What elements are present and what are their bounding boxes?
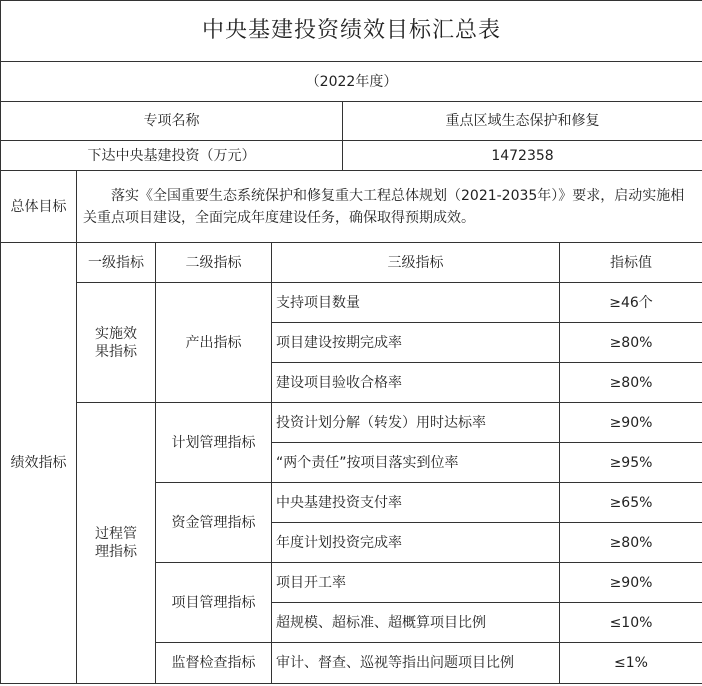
indicator-value: ≤10% [560,603,702,643]
overall-goal-row [1,171,702,243]
level2-funds: 资金管理指标 [156,483,272,563]
table-title: 中央基建投资绩效目标汇总表 [1,1,702,62]
year-label: （2022年度） [1,62,702,102]
level3-indicator: “两个责任”按项目落实到位率 [272,443,560,483]
performance-label: 绩效指标 [1,243,77,684]
indicator-value: ≥90% [560,563,702,603]
level2-output: 产出指标 [156,283,272,403]
indicator-value: ≤1% [560,643,702,684]
title-row [1,1,702,62]
level3-indicator: 项目建设按期完成率 [272,323,560,363]
level2-plan: 计划管理指标 [156,403,272,483]
indicator-value: ≥80% [560,523,702,563]
level3-indicator: 项目开工率 [272,563,560,603]
level3-indicator: 超规模、超标准、超概算项目比例 [272,603,560,643]
level3-indicator: 中央基建投资支付率 [272,483,560,523]
header-level3: 三级指标 [272,243,560,283]
project-name-row [1,102,702,141]
table-row [1,283,702,323]
header-level1: 一级指标 [77,243,156,283]
level1-effect-label: 实施效果指标 [95,325,137,360]
investment-row [1,141,702,171]
indicator-value: ≥80% [560,323,702,363]
investment-value: 1472358 [343,141,702,171]
level1-effect [77,283,156,403]
level1-process-label: 过程管理指标 [95,526,137,560]
indicator-value: ≥90% [560,403,702,443]
level1-process [77,403,156,684]
level3-indicator: 年度计划投资完成率 [272,523,560,563]
overall-goal-label: 总体目标 [1,171,77,243]
level3-indicator: 支持项目数量 [272,283,560,323]
table-row [1,403,702,443]
investment-label: 下达中央基建投资（万元） [1,141,343,171]
year-row [1,62,702,102]
level3-indicator: 建设项目验收合格率 [272,363,560,403]
indicator-value: ≥65% [560,483,702,523]
header-value: 指标值 [560,243,702,283]
indicator-value: ≥95% [560,443,702,483]
header-level2: 二级指标 [156,243,272,283]
header-row [1,243,702,283]
indicator-value: ≥46个 [560,283,702,323]
indicator-value: ≥80% [560,363,702,403]
project-name-label: 专项名称 [1,102,343,141]
project-name-value: 重点区域生态保护和修复 [343,102,702,141]
level3-indicator: 投资计划分解（转发）用时达标率 [272,403,560,443]
overall-goal-text: 落实《全国重要生态系统保护和修复重大工程总体规划（2021-2035年）》要求，启动实施相关重点项目建设，全面完成年度建设任务，确保取得预期成效。 [77,171,702,243]
level2-supervision: 监督检查指标 [156,643,272,684]
level2-project: 项目管理指标 [156,563,272,643]
level3-indicator: 审计、督查、巡视等指出问题项目比例 [272,643,560,684]
